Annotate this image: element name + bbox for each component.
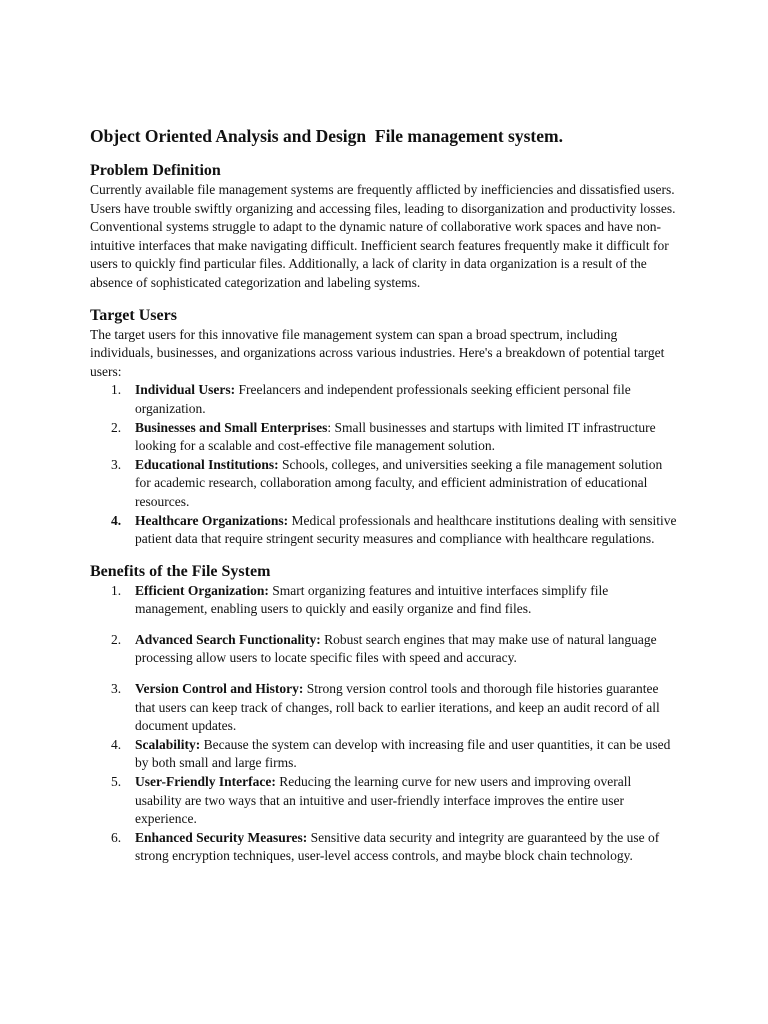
document-page xyxy=(90,124,680,866)
list-item xyxy=(90,680,680,736)
benefits-list xyxy=(90,582,680,866)
problem-definition-heading: Problem Definition xyxy=(90,162,221,179)
list-item-term: Healthcare Organizations: xyxy=(135,512,289,528)
list-item-term: Efficient Organization: xyxy=(135,582,269,598)
list-item-text: : Small businesses and startups with limited IT infrastructure looking for a scalable and cost-effective file management solution. xyxy=(135,419,656,454)
list-item-number: 2. xyxy=(111,631,122,647)
list-item xyxy=(90,381,680,418)
list-item-text: Sensitive data security and integrity are guaranteed by the use of strong encryption techniques, user-level access controls, and maybe block chain technology. xyxy=(135,829,660,864)
list-item-term: Educational Institutions: xyxy=(135,456,279,472)
list-item-term: User-Friendly Interface: xyxy=(135,774,276,790)
list-item-term: Enhanced Security Measures: xyxy=(135,829,308,845)
list-item-text: Robust search engines that may make use of natural language processing allow users to locate specific files with speed and accuracy. xyxy=(135,631,657,666)
list-item xyxy=(90,829,680,866)
list-item-text: Medical professionals and healthcare institutions dealing with sensitive patient data that require stringent security measures and compliance with healthcare regulations. xyxy=(135,512,677,547)
list-item-number: 1. xyxy=(111,582,122,598)
target-users-intro: The target users for this innovative file management system can span a broad spectrum, including individuals, businesses, and organizations across various industries. Here's a breakdown of potential target users: xyxy=(90,326,665,379)
list-item xyxy=(90,631,680,668)
list-item xyxy=(90,582,680,619)
document-title: Object Oriented Analysis and Design File management system. xyxy=(90,126,563,146)
list-item-number: 5. xyxy=(111,774,122,790)
list-item-text: Smart organizing features and intuitive interfaces simplify file management, enabling users to quickly and easily organize and find files. xyxy=(135,582,609,617)
problem-definition-body: Currently available file management systems are frequently afflicted by inefficiencies and dissatisfied users. Users have trouble swiftly organizing and accessing files, leading to disorganization and productivity losses. Conventional systems struggle to adapt to the dynamic nature of collaborative work spaces and have non-intuitive interfaces that make navigating difficult. Inefficient search features frequently make it difficult for users to quickly find particular files. Additionally, a lack of clarity in data organization is a result of the absence of sophisticated categorization and labeling systems. xyxy=(90,182,676,290)
list-item xyxy=(90,419,680,456)
target-users-list xyxy=(90,381,680,548)
list-item-term: Advanced Search Functionality: xyxy=(135,631,321,647)
list-item-number: 6. xyxy=(111,829,122,845)
list-item xyxy=(90,773,680,829)
list-item-number: 4. xyxy=(111,512,122,528)
target-users-heading: Target Users xyxy=(90,306,177,324)
list-item-number: 4. xyxy=(111,736,122,752)
list-item-term: Businesses and Small Enterprises xyxy=(135,419,328,435)
benefits-heading: Benefits of the File System xyxy=(90,562,271,580)
list-item-number: 1. xyxy=(111,382,122,398)
list-item-text: Because the system can develop with increasing file and user quantities, it can be used by both small and large firms. xyxy=(135,736,671,771)
list-item xyxy=(90,736,680,773)
list-item xyxy=(90,456,680,512)
list-item-text: Strong version control tools and thorough file histories guarantee that users can keep track of changes, roll back to earlier iterations, and keep an audit record of all document updates. xyxy=(135,681,660,734)
list-item-number: 3. xyxy=(111,681,122,697)
list-item xyxy=(90,512,680,549)
list-item-number: 2. xyxy=(111,419,122,435)
list-item-text: Schools, colleges, and universities seeking a file management solution for academic research, collaboration among faculty, and efficient administration of educational resources. xyxy=(135,456,663,509)
list-item-text: Reducing the learning curve for new users and improving overall usability are two ways that an intuitive and user-friendly interface improves the entire user experience. xyxy=(135,774,632,827)
list-item-text: Freelancers and independent professionals seeking efficient personal file organization. xyxy=(135,382,631,416)
list-item-number: 3. xyxy=(111,456,122,472)
list-item-term: Individual Users: xyxy=(135,382,236,398)
list-item-term: Scalability: xyxy=(135,736,201,752)
list-item-term: Version Control and History: xyxy=(135,681,304,697)
